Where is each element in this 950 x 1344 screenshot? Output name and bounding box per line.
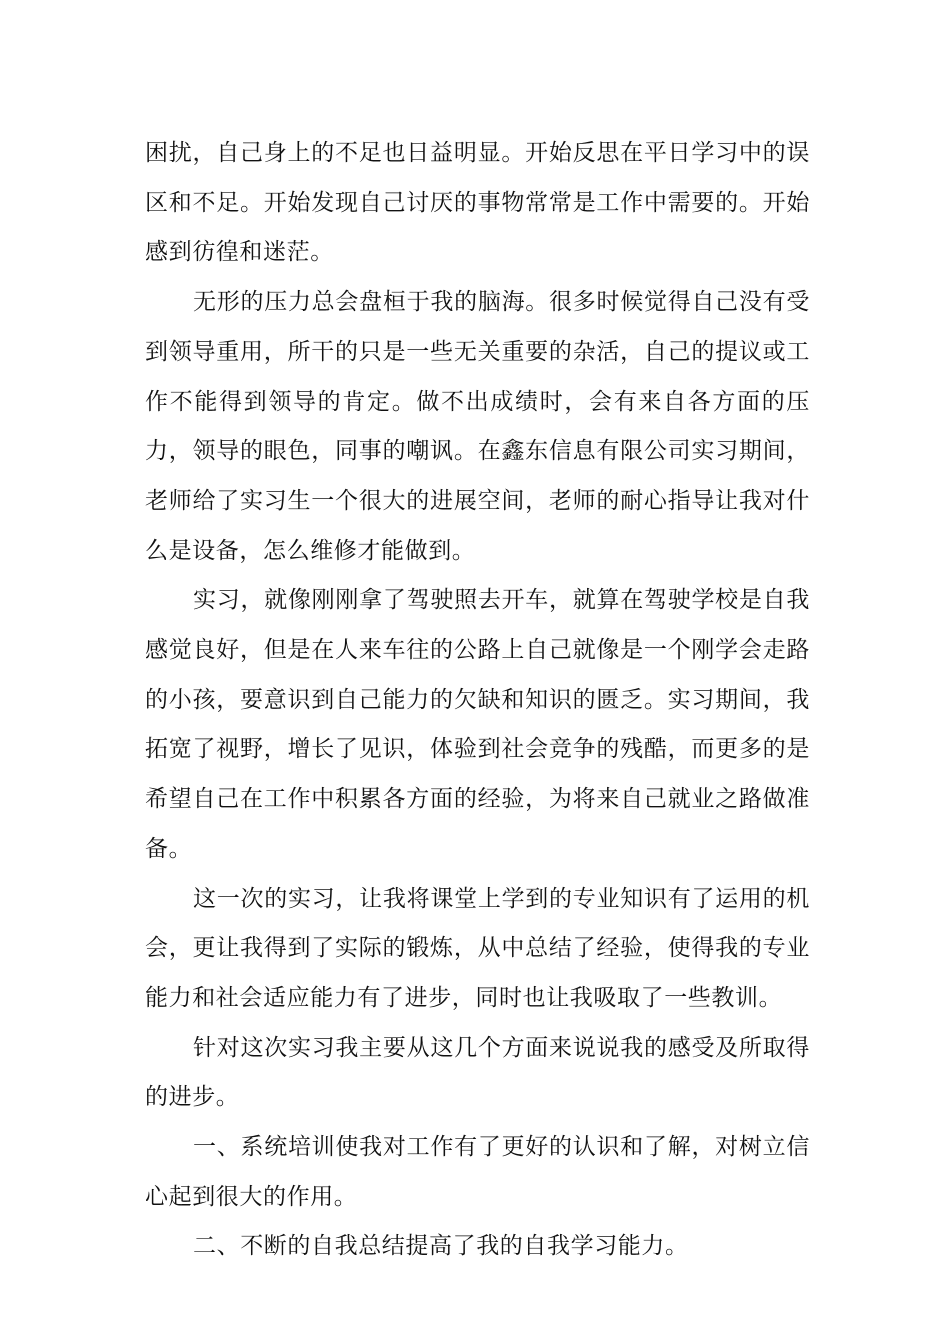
paragraph-point-two: 二、不断的自我总结提高了我的自我学习能力。 (193, 1233, 689, 1260)
paragraph-continuation: 困扰，自己身上的不足也日益明显。开始反思在平日学习中的误区和不足。开始发现自己讨厌的事物常常是工作中需要的。开始感到彷徨和迷茫。 (145, 140, 810, 266)
paragraph-aspects-intro: 针对这次实习我主要从这几个方面来说说我的感受及所取得的进步。 (145, 1034, 810, 1111)
paragraph-pressure: 无形的压力总会盘桓于我的脑海。很多时候觉得自己没有受到领导重用，所干的只是一些无关重要的杂活，自己的提议或工作不能得到领导的肯定。做不出成绩时，会有来自各方面的压力，领导的眼色，同事的嘲讽。在鑫东信息有限公司实习期间，老师给了实习生一个很大的进展空间，老师的耐心指导让我对什么是设备，怎么维修才能做到。 (145, 289, 810, 564)
paragraph-point-one: 一、系统培训使我对工作有了更好的认识和了解，对树立信心起到很大的作用。 (145, 1134, 810, 1210)
paragraph-internship-value: 这一次的实习，让我将课堂上学到的专业知识有了运用的机会，更让我得到了实际的锻炼，从中总结了经验，使得我的专业能力和社会适应能力有了进步，同时也让我吸取了一些教训。 (145, 885, 810, 1011)
paragraph-driving-analogy: 实习，就像刚刚拿了驾驶照去开车，就算在驾驶学校是自我感觉良好，但是在人来车往的公路上自己就像是一个刚学会走路的小孩，要意识到自己能力的欠缺和知识的匮乏。实习期间，我拓宽了视野，增长了见识，体验到社会竞争的残酷，而更多的是希望自己在工作中积累各方面的经验，为将来自己就业之路做准备。 (145, 587, 810, 862)
document-body (145, 129, 810, 1272)
